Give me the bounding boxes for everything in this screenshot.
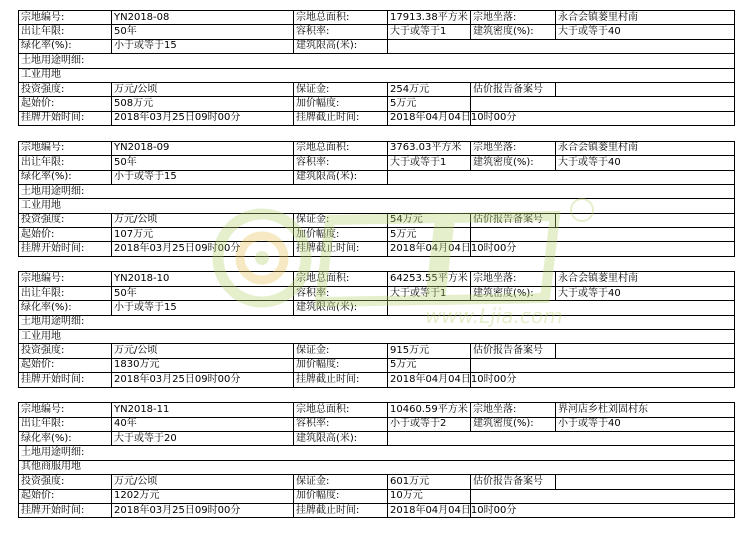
empty-cell (471, 97, 735, 111)
table-row (19, 39, 735, 53)
label-listing-end: 挂牌截止时间: (294, 503, 388, 517)
investment: 万元/公顷 (112, 475, 294, 489)
greening: 小于或等于15 (112, 170, 294, 184)
empty-cell (471, 228, 735, 242)
label-start-price: 起始价: (19, 358, 112, 372)
label-start-price: 起始价: (19, 228, 112, 242)
label-code: 宗地编号: (19, 272, 112, 286)
label-density: 建筑密度(%): (471, 417, 556, 431)
label-term: 出让年限: (19, 25, 112, 39)
label-appraisal: 估价报告备案号 (471, 82, 556, 96)
table-row (19, 213, 735, 227)
start-price: 508万元 (112, 97, 294, 111)
location: 永合会镇蒌里村南 (556, 141, 735, 155)
label-total-area: 宗地总面积: (294, 403, 388, 417)
table-row (19, 82, 735, 96)
far: 大于或等于1 (388, 25, 471, 39)
increment: 5万元 (388, 97, 471, 111)
investment: 万元/公顷 (112, 82, 294, 96)
term: 40年 (112, 417, 294, 431)
empty-cell (471, 489, 735, 503)
parcel-table (18, 10, 735, 126)
label-far: 容积率: (294, 25, 388, 39)
term: 50年 (112, 286, 294, 300)
density: 大于或等于40 (556, 156, 735, 170)
label-start-price: 起始价: (19, 489, 112, 503)
empty-cell (471, 358, 735, 372)
label-location: 宗地坐落: (471, 403, 556, 417)
label-appraisal: 估价报告备案号 (471, 475, 556, 489)
far: 大于或等于1 (388, 156, 471, 170)
table-row (19, 301, 735, 315)
parcel-code: YN2018-11 (112, 403, 294, 417)
label-far: 容积率: (294, 156, 388, 170)
table-row (19, 344, 735, 358)
deposit: 915万元 (388, 344, 471, 358)
label-deposit: 保证金: (294, 475, 388, 489)
label-increment: 加价幅度: (294, 489, 388, 503)
label-usage-detail: 土地用途明细: (19, 315, 735, 329)
table-row (19, 417, 735, 431)
density: 大于或等于40 (556, 286, 735, 300)
listing-start: 2018年03月25日09时00分 (112, 373, 294, 387)
density: 大于或等于40 (556, 25, 735, 39)
label-greening: 绿化率(%): (19, 39, 112, 53)
label-density: 建筑密度(%): (471, 25, 556, 39)
far: 小于或等于2 (388, 417, 471, 431)
height-limit (388, 39, 735, 53)
label-total-area: 宗地总面积: (294, 272, 388, 286)
start-price: 107万元 (112, 228, 294, 242)
appraisal-number (556, 82, 735, 96)
investment: 万元/公顷 (112, 213, 294, 227)
greening: 小于或等于15 (112, 39, 294, 53)
appraisal-number (556, 475, 735, 489)
parcel-table (18, 141, 735, 257)
label-far: 容积率: (294, 417, 388, 431)
label-height-limit: 建筑限高(米): (294, 39, 388, 53)
total-area: 10460.59平方米 (388, 403, 471, 417)
deposit: 254万元 (388, 82, 471, 96)
location: 界河店乡杜刘固村东 (556, 403, 735, 417)
label-investment: 投资强度: (19, 344, 112, 358)
table-row (19, 25, 735, 39)
table-row (19, 431, 735, 445)
label-height-limit: 建筑限高(米): (294, 431, 388, 445)
parcel-block (18, 141, 734, 257)
label-listing-start: 挂牌开始时间: (19, 111, 112, 125)
label-deposit: 保证金: (294, 344, 388, 358)
increment: 5万元 (388, 228, 471, 242)
land-usage: 其他商服用地 (19, 460, 735, 474)
label-total-area: 宗地总面积: (294, 11, 388, 25)
table-row (19, 111, 735, 125)
listing-end: 2018年04月04日10时00分 (388, 111, 471, 125)
table-row (19, 358, 735, 372)
deposit: 601万元 (388, 475, 471, 489)
label-listing-start: 挂牌开始时间: (19, 503, 112, 517)
label-height-limit: 建筑限高(米): (294, 170, 388, 184)
label-height-limit: 建筑限高(米): (294, 301, 388, 315)
label-greening: 绿化率(%): (19, 301, 112, 315)
location: 永合会镇蒌里村南 (556, 272, 735, 286)
label-density: 建筑密度(%): (471, 286, 556, 300)
table-row (19, 489, 735, 503)
label-code: 宗地编号: (19, 141, 112, 155)
label-investment: 投资强度: (19, 82, 112, 96)
label-greening: 绿化率(%): (19, 431, 112, 445)
parcel-code: YN2018-08 (112, 11, 294, 25)
table-row (19, 184, 735, 198)
parcel-list (18, 10, 734, 533)
label-density: 建筑密度(%): (471, 156, 556, 170)
far: 大于或等于1 (388, 286, 471, 300)
deposit: 54万元 (388, 213, 471, 227)
label-increment: 加价幅度: (294, 228, 388, 242)
table-row (19, 68, 735, 82)
appraisal-number (556, 213, 735, 227)
listing-start: 2018年03月25日09时00分 (112, 503, 294, 517)
land-usage: 工业用地 (19, 68, 735, 82)
total-area: 3763.03平方米 (388, 141, 471, 155)
label-deposit: 保证金: (294, 213, 388, 227)
watermark-text: www.Ljia.com (425, 304, 563, 328)
label-deposit: 保证金: (294, 82, 388, 96)
table-row (19, 460, 735, 474)
start-price: 1202万元 (112, 489, 294, 503)
listing-end: 2018年04月04日10时00分 (388, 242, 471, 256)
label-usage-detail: 土地用途明细: (19, 184, 735, 198)
term: 50年 (112, 25, 294, 39)
location: 永合会镇蒌里村南 (556, 11, 735, 25)
label-start-price: 起始价: (19, 97, 112, 111)
label-increment: 加价幅度: (294, 358, 388, 372)
label-code: 宗地编号: (19, 11, 112, 25)
parcel-block (18, 10, 734, 126)
table-row (19, 156, 735, 170)
listing-end: 2018年04月04日10时00分 (388, 503, 471, 517)
increment: 5万元 (388, 358, 471, 372)
table-row (19, 54, 735, 68)
table-row (19, 503, 735, 517)
parcel-code: YN2018-09 (112, 141, 294, 155)
label-location: 宗地坐落: (471, 11, 556, 25)
label-total-area: 宗地总面积: (294, 141, 388, 155)
listing-end: 2018年04月04日10时00分 (388, 373, 471, 387)
table-row (19, 11, 735, 25)
land-usage: 工业用地 (19, 330, 735, 344)
label-appraisal: 估价报告备案号 (471, 213, 556, 227)
listing-start: 2018年03月25日09时00分 (112, 242, 294, 256)
label-location: 宗地坐落: (471, 272, 556, 286)
label-far: 容积率: (294, 286, 388, 300)
table-row (19, 373, 735, 387)
table-row (19, 403, 735, 417)
start-price: 1830万元 (112, 358, 294, 372)
table-row (19, 272, 735, 286)
appraisal-number (556, 344, 735, 358)
label-usage-detail: 土地用途明细: (19, 446, 735, 460)
table-row (19, 97, 735, 111)
table-row (19, 475, 735, 489)
table-row (19, 199, 735, 213)
height-limit (388, 431, 735, 445)
greening: 小于或等于15 (112, 301, 294, 315)
label-usage-detail: 土地用途明细: (19, 54, 735, 68)
parcel-code: YN2018-10 (112, 272, 294, 286)
label-term: 出让年限: (19, 417, 112, 431)
total-area: 17913.38平方米 (388, 11, 471, 25)
table-row (19, 228, 735, 242)
increment: 10万元 (388, 489, 471, 503)
total-area: 64253.55平方米 (388, 272, 471, 286)
parcel-table (18, 402, 735, 518)
label-listing-start: 挂牌开始时间: (19, 373, 112, 387)
table-row (19, 446, 735, 460)
label-location: 宗地坐落: (471, 141, 556, 155)
label-listing-end: 挂牌截止时间: (294, 373, 388, 387)
density: 小于或等于40 (556, 417, 735, 431)
label-increment: 加价幅度: (294, 97, 388, 111)
label-term: 出让年限: (19, 286, 112, 300)
label-listing-end: 挂牌截止时间: (294, 242, 388, 256)
height-limit (388, 301, 735, 315)
table-row (19, 286, 735, 300)
table-row (19, 330, 735, 344)
table-row (19, 141, 735, 155)
parcel-table (18, 271, 735, 387)
label-greening: 绿化率(%): (19, 170, 112, 184)
parcel-block (18, 271, 734, 387)
label-investment: 投资强度: (19, 475, 112, 489)
label-code: 宗地编号: (19, 403, 112, 417)
height-limit (388, 170, 735, 184)
table-row (19, 242, 735, 256)
investment: 万元/公顷 (112, 344, 294, 358)
label-appraisal: 估价报告备案号 (471, 344, 556, 358)
label-investment: 投资强度: (19, 213, 112, 227)
parcel-block (18, 402, 734, 518)
table-row (19, 315, 735, 329)
label-listing-start: 挂牌开始时间: (19, 242, 112, 256)
label-term: 出让年限: (19, 156, 112, 170)
label-listing-end: 挂牌截止时间: (294, 111, 388, 125)
land-usage: 工业用地 (19, 199, 735, 213)
greening: 大于或等于20 (112, 431, 294, 445)
listing-start: 2018年03月25日09时00分 (112, 111, 294, 125)
table-row (19, 170, 735, 184)
term: 50年 (112, 156, 294, 170)
